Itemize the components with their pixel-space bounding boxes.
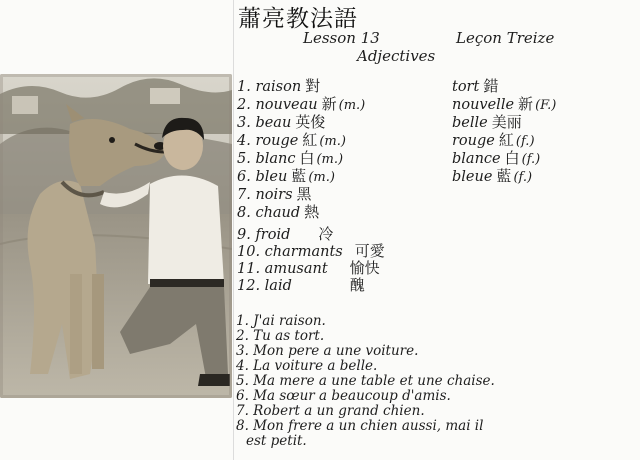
photo-of-man-with-great-dane-icon — [0, 74, 232, 398]
sentence-line: est petit. — [246, 433, 307, 449]
lesson-topic: Adjectives — [357, 47, 436, 65]
sentence-line: 6. Ma sœur a beaucoup d'amis. — [236, 388, 451, 404]
list-item: 10. charmants 可愛 — [237, 242, 385, 260]
list-item: 6. bleu 藍 (m.) — [237, 167, 335, 185]
list-item: 7. noirs 黑 — [237, 185, 312, 203]
sentence-line: 7. Robert a un grand chien. — [236, 403, 425, 419]
list-item: 8. chaud 熱 — [237, 203, 320, 221]
list-item: belle 美丽 — [452, 113, 522, 131]
sentence-line: 3. Mon pere a une voiture. — [236, 343, 419, 359]
lesson-number-english: Lesson 13 — [303, 29, 380, 47]
list-item: rouge 紅 (f.) — [452, 131, 535, 149]
page-divider — [233, 0, 234, 460]
list-item: bleue 藍 (f.) — [452, 167, 533, 185]
list-item: 5. blanc 白 (m.) — [237, 149, 344, 167]
list-item: tort 錯 — [452, 77, 499, 95]
vocab-list-masculine — [237, 78, 365, 222]
list-item: 4. rouge 紅 (m.) — [237, 131, 346, 149]
list-item: 12. laid 醜 — [237, 276, 365, 294]
sentence-line: 5. Ma mere a une table et une chaise. — [236, 373, 495, 389]
list-item: 2. nouveau 新 (m.) — [237, 95, 366, 113]
list-item: blance 白 (f.) — [452, 149, 541, 167]
example-sentences — [236, 314, 495, 449]
vocab-list-feminine — [452, 78, 556, 186]
list-item: 3. beau 英俊 — [237, 113, 326, 131]
photo-man-with-dog — [0, 74, 232, 398]
sentence-line: 1. J'ai raison. — [236, 313, 326, 329]
vocab-list-extra — [237, 226, 385, 294]
list-item: 11. amusant 愉快 — [237, 259, 380, 277]
sentence-line: 4. La voiture a belle. — [236, 358, 378, 374]
list-item: 9. froid 冷 — [237, 225, 334, 243]
list-item: nouvelle 新 (F.) — [452, 95, 557, 113]
page-title: 蕭亮教法語 — [238, 6, 358, 32]
sentence-line: 2. Tu as tort. — [236, 328, 325, 344]
lesson-number-french: Leçon Treize — [456, 29, 555, 47]
list-item: 1. raison 對 — [237, 77, 321, 95]
sentence-line: 8. Mon frere a un chien aussi, mai il — [236, 418, 484, 434]
